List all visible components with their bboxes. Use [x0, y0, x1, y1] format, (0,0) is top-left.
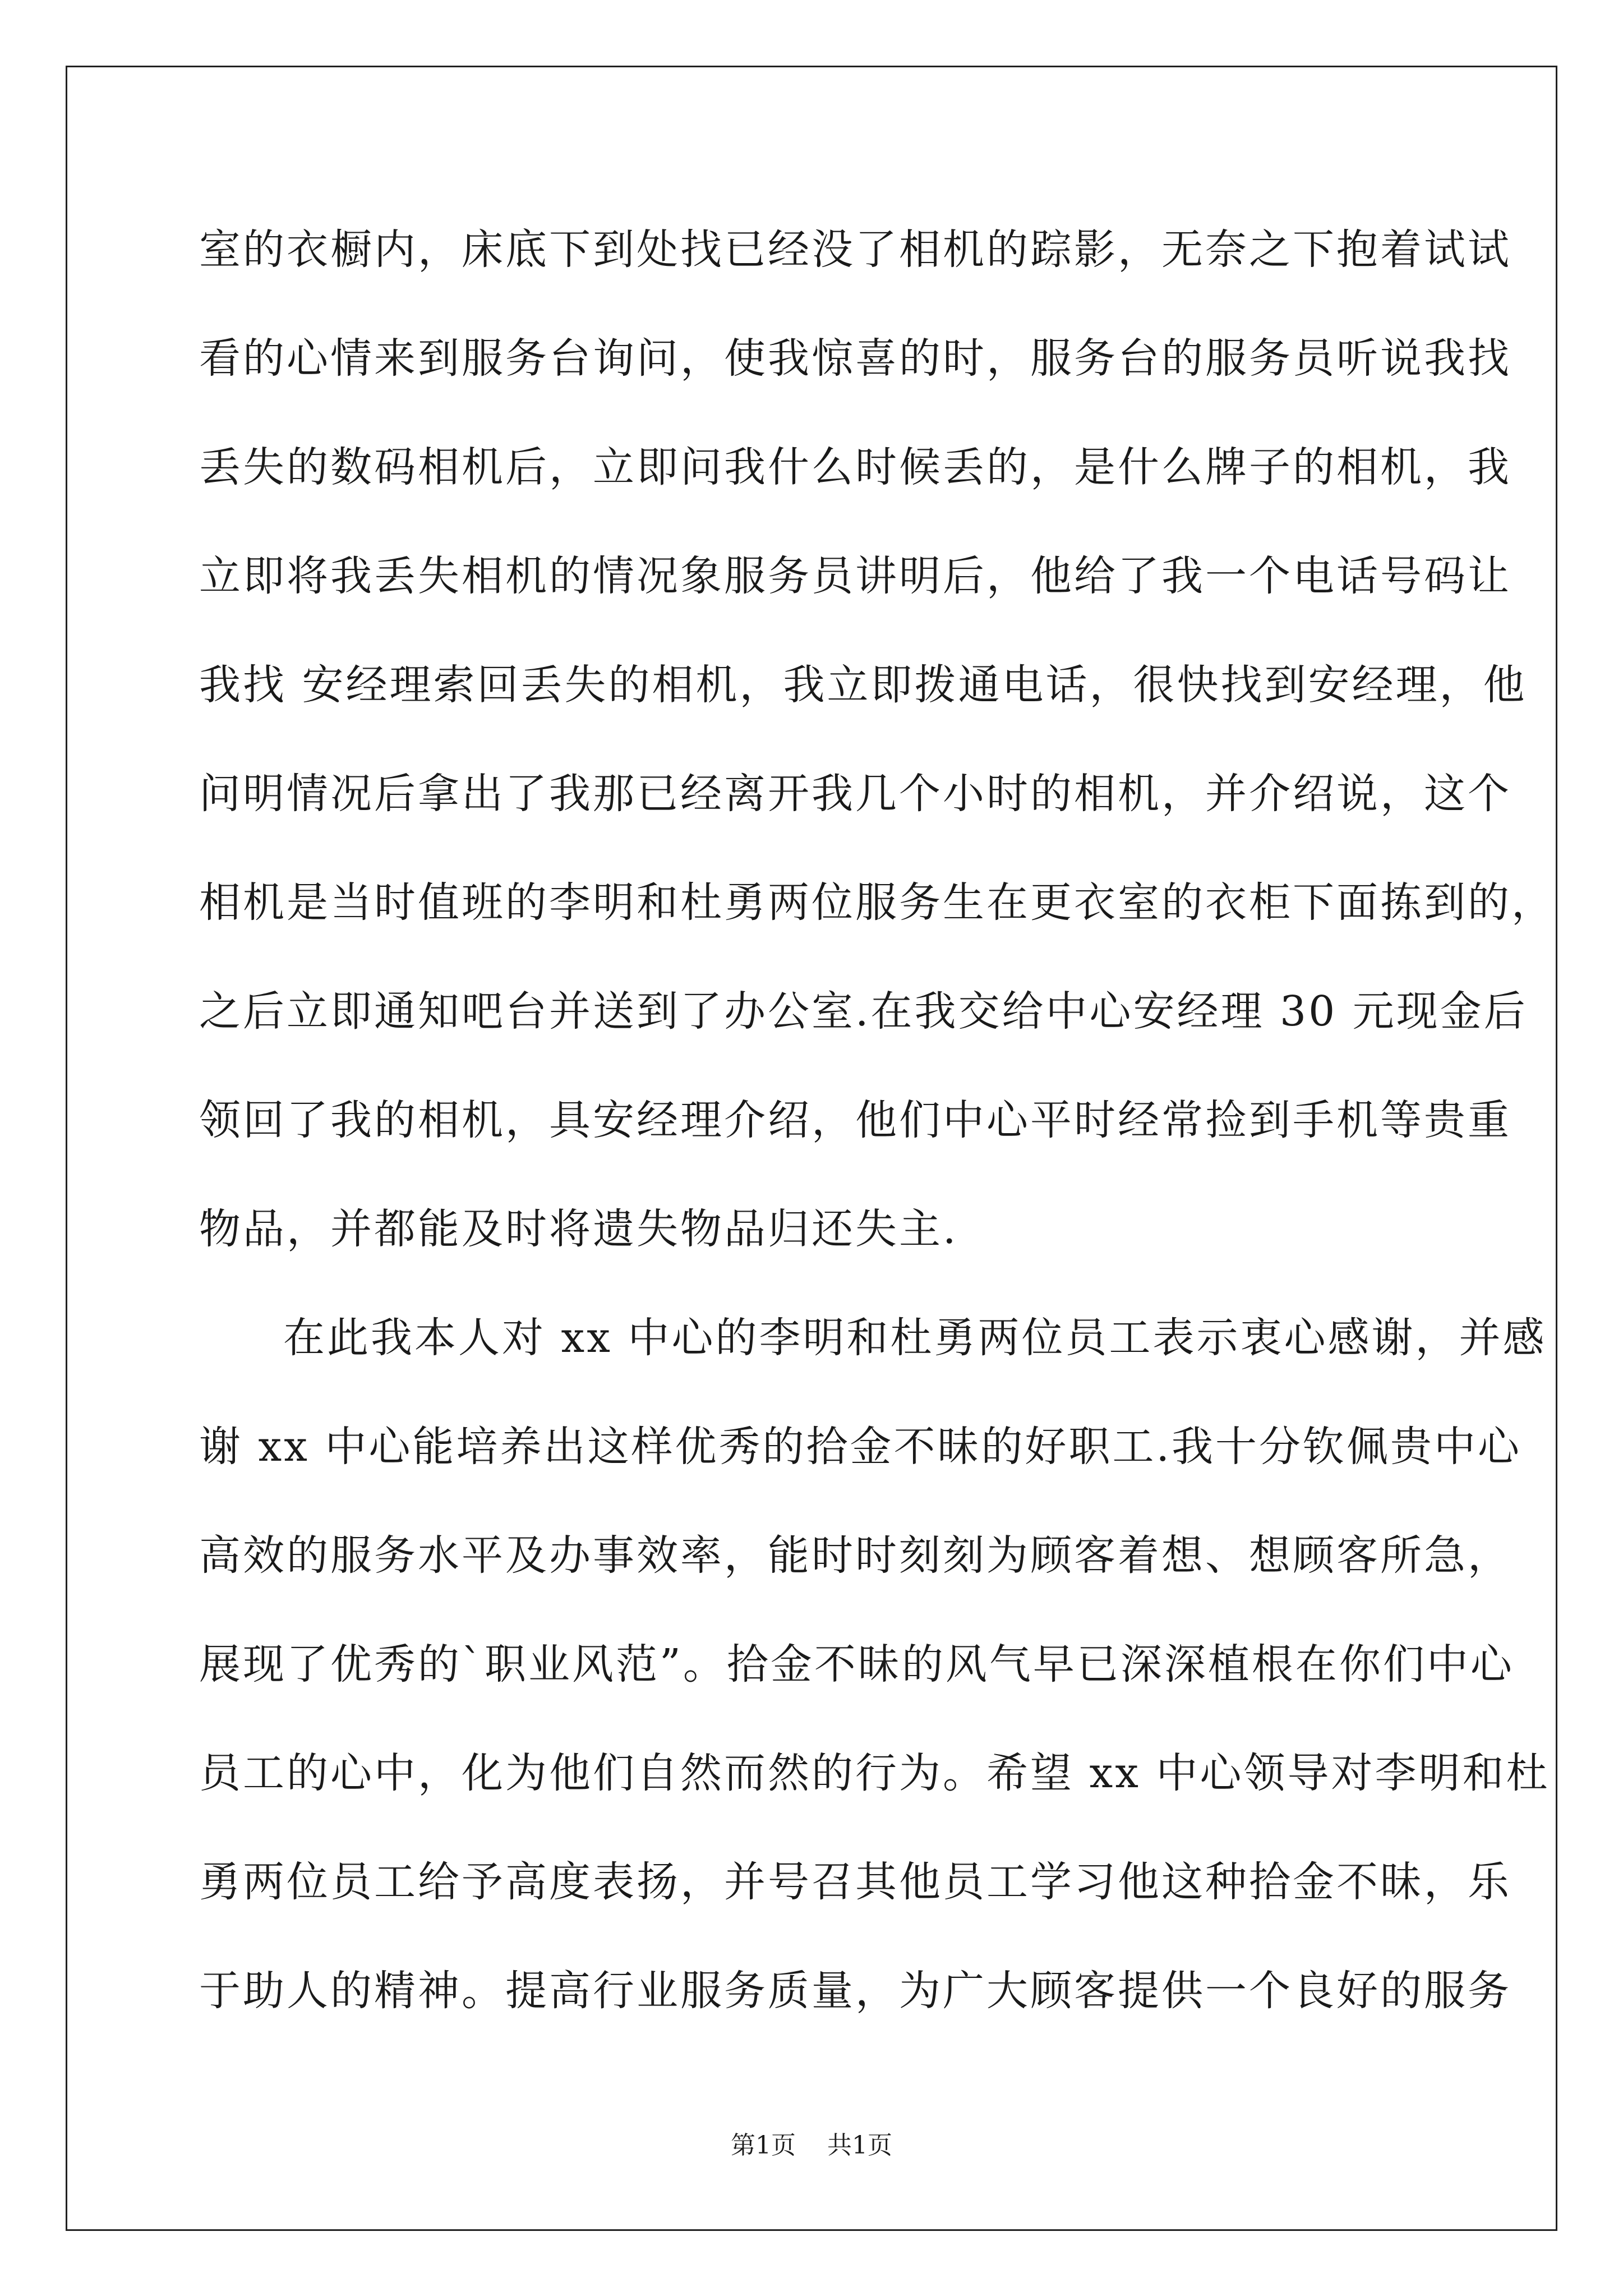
paragraph-first-line: 在此我本人对 xx 中心的李明和杜勇两位员工表示衷心感谢，并感 — [283, 1314, 1547, 1362]
document-body — [199, 216, 1555, 2066]
text-line: 高效的服务水平及办事效率，能时时刻刻为顾客着想、想顾客所急， — [199, 1531, 1511, 1580]
text-line: 立即将我丢失相机的情况象服务员讲明后，他给了我一个电话号码让 — [199, 552, 1511, 600]
page-footer — [0, 2129, 1623, 2162]
text-line: 展现了优秀的`职业风范”。拾金不昧的风气早已深深植根在你们中心 — [199, 1640, 1514, 1688]
text-line: 于助人的精神。提高行业服务质量，为广大顾客提供一个良好的服务 — [199, 1967, 1511, 2015]
text-line: 物品，并都能及时将遗失物品归还失主. — [199, 1205, 958, 1253]
text-line: 相机是当时值班的李明和杜勇两位服务生在更衣室的衣柜下面拣到的， — [199, 878, 1555, 927]
page-number: 第1页 — [731, 2131, 796, 2160]
text-line: 室的衣橱内，床底下到处找已经没了相机的踪影，无奈之下抱着试试 — [199, 226, 1511, 274]
text-line: 领回了我的相机，具安经理介绍，他们中心平时经常捡到手机等贵重 — [199, 1096, 1511, 1144]
text-line: 丢失的数码相机后，立即问我什么时候丢的，是什么牌子的相机，我 — [199, 443, 1511, 491]
page-total: 共1页 — [827, 2131, 892, 2160]
text-line: 勇两位员工给予高度表扬，并号召其他员工学习他这种拾金不昧，乐 — [199, 1858, 1511, 1906]
text-line: 我找 安经理索回丢失的相机，我立即拨通电话，很快找到安经理，他 — [199, 661, 1527, 709]
text-line: 问明情况后拿出了我那已经离开我几个小时的相机，并介绍说，这个 — [199, 770, 1511, 818]
text-line: 谢 xx 中心能培养出这样优秀的拾金不昧的好职工.我十分钦佩贵中心 — [199, 1423, 1522, 1471]
text-line: 看的心情来到服务台询问，使我惊喜的时，服务台的服务员听说我找 — [199, 334, 1511, 383]
text-line: 之后立即通知吧台并送到了办公室.在我交给中心安经理 30 元现金后 — [199, 987, 1528, 1036]
text-line: 员工的心中，化为他们自然而然的行为。希望 xx 中心领导对李明和杜 — [199, 1749, 1550, 1797]
